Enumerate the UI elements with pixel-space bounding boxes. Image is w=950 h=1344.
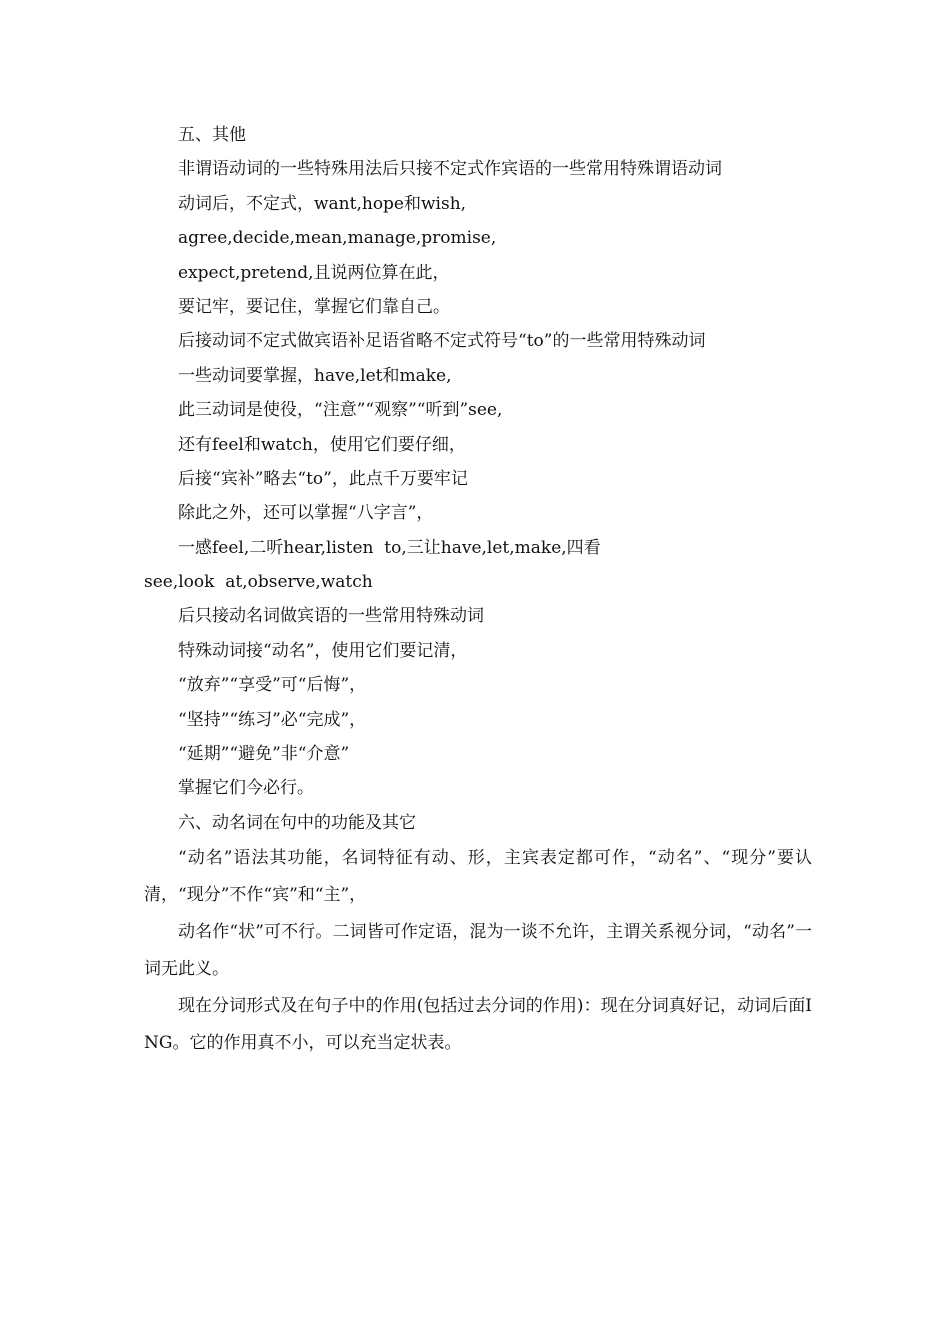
subheading-gerund-object: 后只接动名词做宾语的一些常用特殊动词 bbox=[178, 606, 484, 627]
text-line: 还有feel和watch，使用它们要仔细， bbox=[178, 434, 466, 455]
text-line: 掌握它们今必行。 bbox=[178, 778, 314, 799]
subheading-bare-infinitive: 后接动词不定式做宾语补足语省略不定式符号“to”的一些常用特殊动词 bbox=[178, 331, 706, 352]
text-line: 除此之外，还可以掌握“八字言”， bbox=[178, 503, 434, 524]
text-line: 此三动词是使役，“注意”“观察”“听到”see, bbox=[178, 400, 503, 421]
text-line: “延期”“避免”非“介意” bbox=[178, 744, 350, 765]
text-line: “坚持”“练习”必“完成”， bbox=[178, 709, 367, 730]
paragraph: 现在分词形式及在句子中的作用(包括过去分词的作用)：现在分词真好记，动词后面ING。它的作用真不小，可以充当定状表。 bbox=[144, 996, 812, 1054]
section-heading-5: 五、其他 bbox=[178, 125, 246, 145]
text-line: 要记牢，要记住，掌握它们靠自己。 bbox=[178, 296, 450, 317]
text-line: 动词后，不定式，want,hope和wish, bbox=[178, 193, 467, 214]
text-line: 后接“宾补”略去“to”，此点千万要牢记 bbox=[178, 468, 468, 489]
text-line: agree,decide,mean,manage,promise, bbox=[178, 228, 497, 249]
paragraph: 动名作“状”可不行。二词皆可作定语，混为一谈不允许，主谓关系视分词，“动名”一词无此义。 bbox=[144, 922, 812, 980]
text-line-continued: see,look at,observe,watch bbox=[144, 572, 373, 593]
text-line: 一感feel,二听hear,listen to,三让have,let,make,四看 bbox=[178, 537, 601, 558]
text-line: 特殊动词接“动名”，使用它们要记清， bbox=[178, 640, 468, 661]
paragraph: “动名”语法其功能，名词特征有动、形，主宾表定都可作，“动名”、“现分”要认清，“现分”不作“宾”和“主”， bbox=[144, 848, 812, 906]
text-line: “放弃”“享受”可“后悔”， bbox=[178, 675, 367, 696]
text-line: expect,pretend,且说两位算在此， bbox=[178, 262, 450, 283]
subheading-infinitive-object: 非谓语动词的一些特殊用法后只接不定式作宾语的一些常用特殊谓语动词 bbox=[178, 159, 722, 180]
section-heading-6: 六、动名词在句中的功能及其它 bbox=[178, 812, 416, 833]
document-body bbox=[144, 118, 812, 1062]
text-line: 一些动词要掌握，have,let和make, bbox=[178, 365, 452, 386]
